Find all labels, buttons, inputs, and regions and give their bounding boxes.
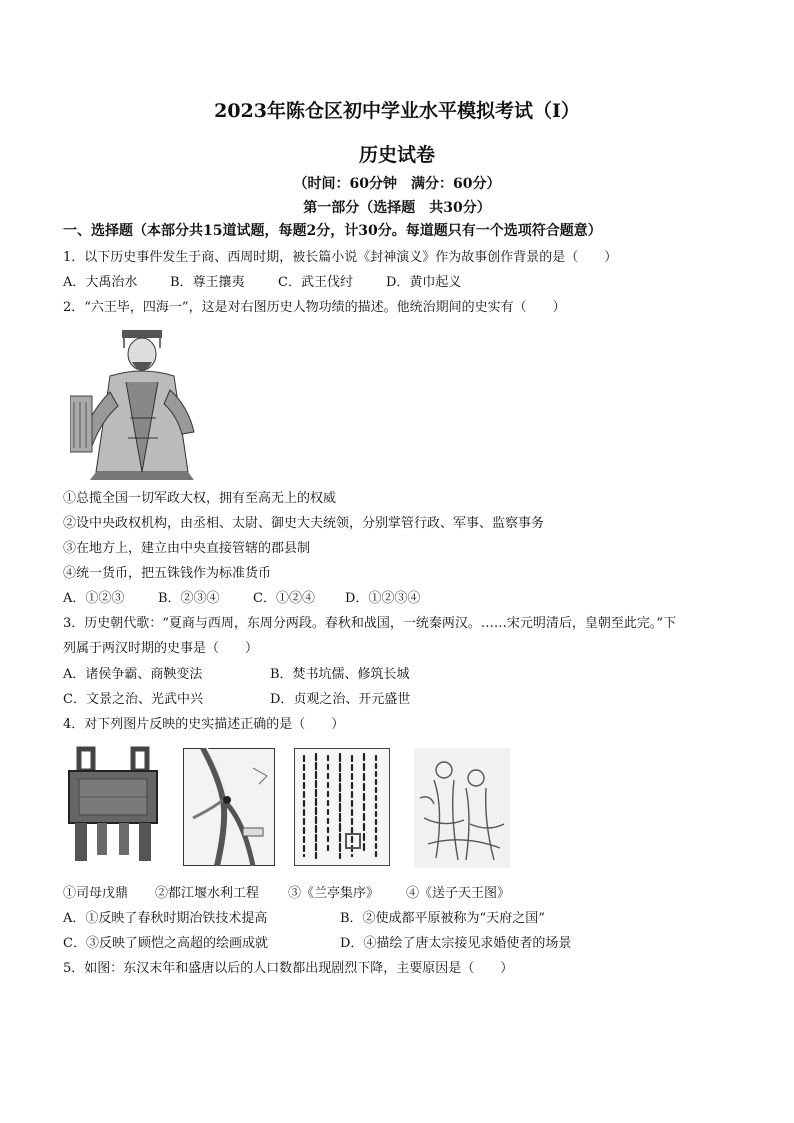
q3-option-a: A．诸侯争霸、商鞅变法 xyxy=(63,667,203,682)
q2-option-c: C．①②④ xyxy=(253,591,315,606)
q1-option-d: D．黄巾起义 xyxy=(386,275,462,290)
q2-statement-3: ③在地方上，建立由中央直接管辖的郡县制 xyxy=(63,541,311,556)
dujiangyan-map-image xyxy=(183,748,275,866)
q4-stem: 4．对下列图片反映的史实描述正确的是（ ） xyxy=(63,717,345,732)
q4-option-d: D．④描绘了唐太宗接见求婚使者的场景 xyxy=(340,936,572,951)
q4-option-b: B．②使成都平原被称为“天府之国” xyxy=(340,911,545,926)
simuwu-ding-image xyxy=(63,745,163,865)
q3-option-c: C．文景之治、光武中兴 xyxy=(63,692,203,707)
q4-caption-2: ②都江堰水利工程 xyxy=(155,886,260,901)
subject-title: 历史试卷 xyxy=(358,144,435,166)
q3-option-d: D．贞观之治、开元盛世 xyxy=(270,692,411,707)
q2-option-a: A．①②③ xyxy=(63,591,125,606)
q3-stem-line2: 列属于两汉时期的史事是（ ） xyxy=(63,641,259,656)
emperor-portrait-image xyxy=(70,322,206,482)
q2-statement-4: ④统一货币，把五铢钱作为标准货币 xyxy=(63,566,272,581)
q5-stem: 5．如图：东汉末年和盛唐以后的人口数都出现剧烈下降，主要原因是（ ） xyxy=(63,961,514,976)
lanting-calligraphy-image xyxy=(294,748,390,866)
q4-caption-1: ①司母戊鼎 xyxy=(63,886,129,901)
q3-stem-line1: 3．历史朝代歌：“夏商与西周，东周分两段。春秋和战国，一统秦两汉。……宋元明清后，皇朝至此完。”下 xyxy=(63,616,677,631)
q2-stem: 2．“六王毕，四海一”，这是对右图历史人物功绩的描述。他统治期间的史实有（ ） xyxy=(63,300,566,315)
q1-option-a: A．大禹治水 xyxy=(63,275,138,290)
q4-caption-4: ④《送子天王图》 xyxy=(406,886,511,901)
q1-option-c: C．武王伐纣 xyxy=(278,275,353,290)
q1-stem: 1．以下历史事件发生于商、西周时期，被长篇小说《封神演义》作为故事创作背景的是（ ） xyxy=(63,250,618,265)
part-title: 第一部分（选择题 共30分） xyxy=(303,200,491,216)
q1-option-b: B．尊王攘夷 xyxy=(170,275,245,290)
q4-caption-3: ③《兰亭集序》 xyxy=(288,886,380,901)
q4-option-a: A．①反映了春秋时期冶铁技术提高 xyxy=(63,911,268,926)
q2-option-b: B．②③④ xyxy=(158,591,220,606)
q2-statement-2: ②设中央政权机构，由丞相、太尉、御史大夫统领，分别掌管行政、军事、监察事务 xyxy=(63,516,545,531)
q3-option-b: B．焚书坑儒、修筑长城 xyxy=(270,667,410,682)
exam-meta: （时间：60分钟 满分：60分） xyxy=(293,176,501,192)
q2-statement-1: ①总揽全国一切军政大权，拥有至高无上的权威 xyxy=(63,491,337,506)
q2-option-d: D．①②③④ xyxy=(345,591,421,606)
songzi-tianwang-painting-image xyxy=(414,748,510,868)
exam-title: 2023年陈仓区初中学业水平模拟考试（Ⅰ） xyxy=(214,100,580,122)
section-heading: 一、选择题（本部分共15道试题，每题2分，计30分。每道题只有一个选项符合题意） xyxy=(63,223,602,239)
q4-option-c: C．③反映了顾恺之高超的绘画成就 xyxy=(63,936,268,951)
